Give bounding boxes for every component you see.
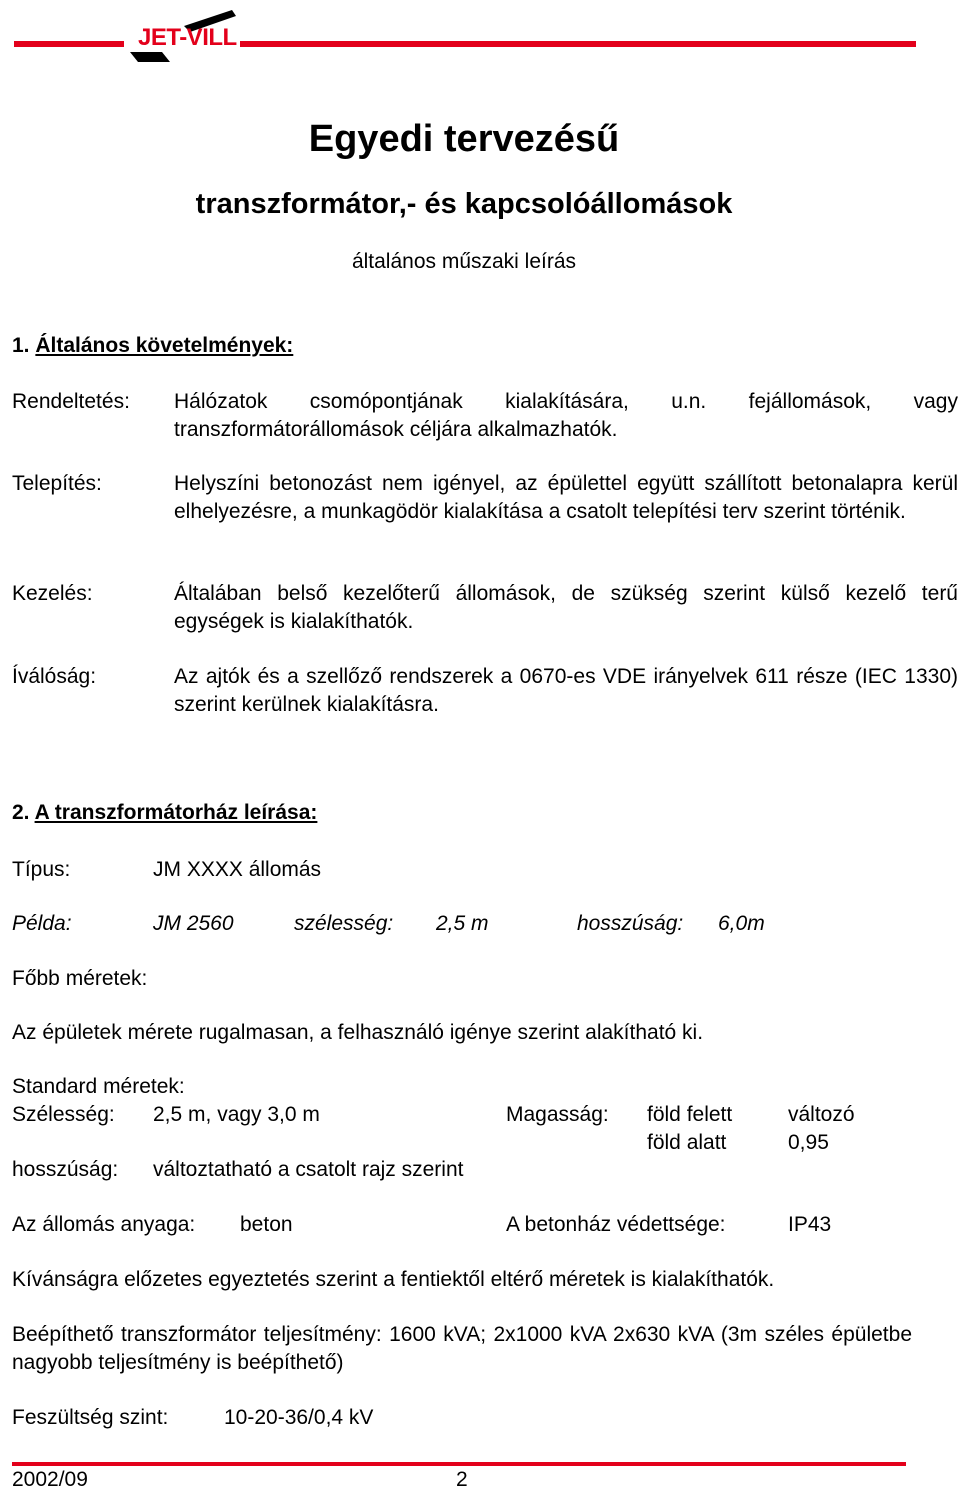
protection-label: A betonház védettsége:: [506, 1213, 726, 1236]
flexible-size-text: Az épületek mérete rugalmasan, a felhasználó igénye szerint alakítható ki.: [12, 1021, 704, 1044]
transformer-power-text: Beépíthető transzformátor teljesítmény: 1600 kVA; 2x1000 kVA 2x630 kVA (3m széles épületbe nagyobb teljesítmény is beépíthető): [12, 1323, 912, 1374]
material-value: beton: [240, 1213, 293, 1236]
example-model: JM 2560: [153, 912, 234, 935]
above-ground-value: változó: [788, 1103, 855, 1126]
custom-size-text: Kívánságra előzetes egyeztetés szerint a fentiektől eltérő méretek is kialakíthatók.: [12, 1268, 775, 1291]
example-length-value: 6,0m: [718, 912, 765, 935]
length-value: változtatható a csatolt rajz szerint: [153, 1158, 464, 1181]
example-label: Példa:: [12, 912, 72, 935]
row-label-installation: Telepítés:: [12, 472, 102, 495]
section2-heading: [12, 801, 317, 825]
example-width-label: szélesség:: [294, 912, 394, 935]
page-title: Egyedi tervezésű: [308, 118, 620, 160]
width-label: Szélesség:: [12, 1103, 115, 1126]
example-width-value: 2,5 m: [436, 912, 489, 935]
height-label: Magasság:: [506, 1103, 609, 1126]
row-label-purpose: Rendeltetés:: [12, 390, 130, 413]
footer-page-number: 2: [456, 1468, 468, 1491]
above-ground-label: föld felett: [647, 1103, 733, 1126]
section2-title: A transzformátorház leírása:: [34, 801, 318, 824]
standard-dimensions-label: Standard méretek:: [12, 1075, 185, 1098]
section1-heading: [12, 334, 293, 358]
voltage-label: Feszültség szint:: [12, 1406, 169, 1429]
logo-text: JET-VILL: [138, 24, 237, 51]
example-length-label: hosszúság:: [577, 912, 684, 935]
below-ground-value: 0,95: [788, 1131, 829, 1154]
row-text-operation: Általában belső kezelőterű állomások, de szükség szerint külső kezelő terű egységek is kialakíthatók.: [174, 582, 958, 633]
main-dimensions-label: Főbb méretek:: [12, 967, 148, 990]
type-value: JM XXXX állomás: [153, 858, 322, 881]
page-subtitle: transzformátor,- és kapcsolóállomások: [195, 188, 733, 220]
type-label: Típus:: [12, 858, 71, 881]
header-line-left: [14, 41, 124, 47]
section2-number: 2.: [12, 801, 30, 824]
section1-number: 1.: [12, 334, 30, 357]
row-text-purpose: Hálózatok csomópontjának kialakítására, u.n. fejállomások, vagy transzformátorállomások céljára alkalmazhatók.: [174, 390, 958, 441]
voltage-value: 10-20-36/0,4 kV: [224, 1406, 374, 1429]
row-text-arc-resistance: Az ajtók és a szellőző rendszerek a 0670-es VDE irányelvek 611 része (IEC 1330) szerint kerülnek kialakításra.: [174, 665, 958, 716]
below-ground-label: föld alatt: [647, 1131, 727, 1154]
footer-date: 2002/09: [12, 1468, 88, 1491]
row-label-operation: Kezelés:: [12, 582, 93, 605]
protection-value: IP43: [788, 1213, 832, 1236]
page-description: általános műszaki leírás: [351, 250, 577, 273]
width-value: 2,5 m, vagy 3,0 m: [153, 1103, 320, 1126]
row-label-arc-resistance: Íválóság:: [12, 665, 97, 688]
section1-title: Általános követelmények:: [35, 334, 294, 357]
header-line-right: [240, 41, 916, 47]
material-label: Az állomás anyaga:: [12, 1213, 196, 1236]
length-label: hosszúság:: [12, 1158, 119, 1181]
row-text-installation: Helyszíni betonozást nem igényel, az épülettel együtt szállított betonalapra kerül elhelyezésre, a munkagödör kialakítása a csatolt telepítési terv szerint történik.: [174, 472, 958, 523]
